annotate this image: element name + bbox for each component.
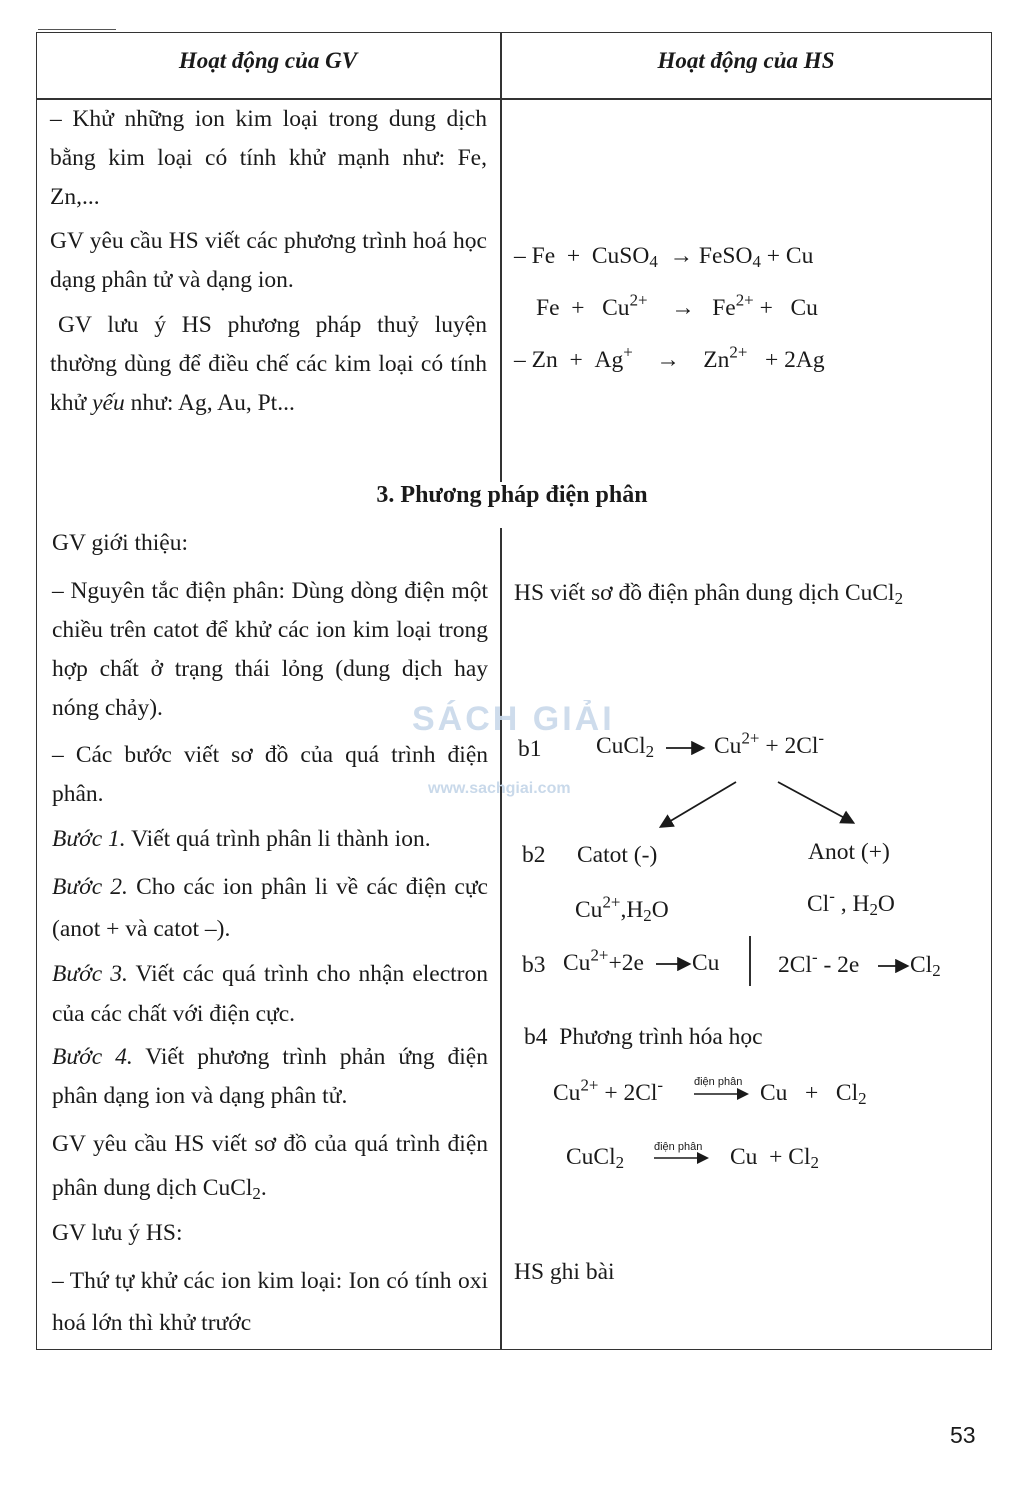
gv-paragraph-reduction: – Khử những ion kim loại trong dung dịch bằng kim loại có tính khử mạnh như: Fe, Zn,... (50, 106, 487, 210)
molecular-equation-left: CuCl$_2$ (566, 1144, 625, 1173)
gv-steps-intro: – Các bước viết sơ đồ của quá trình điện phân. (52, 742, 488, 807)
ionic-equation-right: $Cu + Cl_2$ (760, 1080, 867, 1109)
b3-anode: 2Cl- - 2e (778, 947, 860, 978)
watermark-brand: SÁCH GIẢI (412, 700, 615, 738)
column-divider-top (500, 32, 502, 482)
step-4-text: Viết phương trình phản ứng điện phân dạng ion và dạng phân tử. (52, 1044, 488, 1109)
catot-label: Catot (-) (577, 842, 658, 868)
step-3-text: Viết các quá trình cho nhận electron của các chất với điện cực. (52, 961, 488, 1027)
gv-step-2 (52, 866, 488, 950)
b3-cathode-product: Cu (692, 950, 720, 976)
arrow-label-molecular: điện phân (654, 1141, 703, 1153)
catot-ions: $Cu^{2+},H_2O$ (575, 892, 669, 926)
gv-step-1 (52, 820, 488, 859)
gv-principle: – Nguyên tắc điện phân: Dùng dòng điện một chiều trên catot để khử các ion kim loại trong hợp chất ở trạng thái lỏng (dung dịch hay nóng chảy). (52, 578, 488, 721)
gv-reduction-order: – Thứ tự khử các ion kim loại: Ion có tính oxi hoá lớn thì khử trước (52, 1268, 488, 1336)
anot-label: Anot (+) (808, 839, 890, 865)
hs-ghi-bai: HS ghi bài (514, 1259, 615, 1285)
anot-ions: Cl- , $H_2O$ (807, 886, 895, 920)
gv-note-italic: yếu (92, 390, 125, 416)
page-number: 53 (950, 1422, 976, 1448)
gv-paragraph-note (50, 306, 487, 423)
b3-label: b3 (522, 952, 546, 978)
arrow-label-ionic: điện phân (694, 1076, 743, 1088)
gv-note-text-1: GV lưu ý HS phương pháp thuỷ luyện thường dùng để điều chế các kim loại có tính khử (50, 312, 487, 416)
hs-equation-1: – Fe + CuSO$_4$ → FeSO$_4$ + Cu (514, 243, 814, 272)
gv-request-cucl2: GV yêu cầu HS viết sơ đồ của quá trình điện phân dung dịch CuCl$_2$. (52, 1131, 488, 1204)
step-1-label: Bước 1. (52, 826, 126, 852)
b4-label (524, 1018, 763, 1057)
hs-write-scheme: HS viết sơ đồ điện phân dung dịch CuCl$_2$ (514, 580, 904, 609)
b3-cathode: $Cu^{2+}+2e$ (563, 945, 644, 976)
b4-text: Phương trình hóa học (559, 1024, 763, 1050)
step-2-label: Bước 2. (52, 874, 128, 900)
hs-equation-3: – Zn + Ag+ → $Zn^{2+} + 2Ag$ (514, 342, 825, 373)
b2-label: b2 (522, 842, 546, 868)
gv-note-text-2: như: Ag, Au, Pt... (124, 390, 295, 416)
step-3-label: Bước 3. (52, 961, 128, 987)
step-2-text: Cho các ion phân li về các điện cực (anot + và catot –). (52, 874, 488, 942)
column-divider-bottom (500, 528, 502, 1350)
gv-paragraph-request (50, 222, 487, 300)
hs-equation-2: $Fe + Cu^{2+}$ → $Fe^{2+} + Cu$ (536, 290, 818, 321)
watermark-url: www.sachgiai.com (428, 780, 571, 797)
gv-note-label: GV lưu ý HS: (52, 1220, 183, 1246)
ionic-equation-left: $Cu^{2+} + 2Cl^-$ (553, 1075, 664, 1106)
b1-label: b1 (518, 736, 542, 762)
gv-step-3 (52, 954, 488, 1034)
gv-intro: GV giới thiệu: (52, 530, 189, 556)
header-gv: Hoạt động của GV (178, 48, 358, 73)
top-dash-line (38, 29, 116, 30)
b3-anode-product: $Cl_2$ (910, 952, 941, 981)
molecular-equation-right: $Cu + Cl_2$ (730, 1144, 819, 1173)
step-1-text: Viết quá trình phân li thành ion. (125, 826, 431, 852)
gv-request-text: GV yêu cầu HS viết các phương trình hoá học dạng phân tử và dạng ion. (50, 228, 487, 293)
step-4-label: Bước 4. (52, 1044, 133, 1070)
header-hs: Hoạt động của HS (657, 48, 835, 73)
b1-products: $Cu^{2+} + 2Cl^-$ (714, 728, 825, 759)
b1-equation: CuCl$_2$ (596, 733, 655, 762)
section-3-title: 3. Phương pháp điện phân (376, 482, 648, 508)
b4-number: b4 (524, 1024, 548, 1050)
gv-step-4 (52, 1038, 488, 1116)
